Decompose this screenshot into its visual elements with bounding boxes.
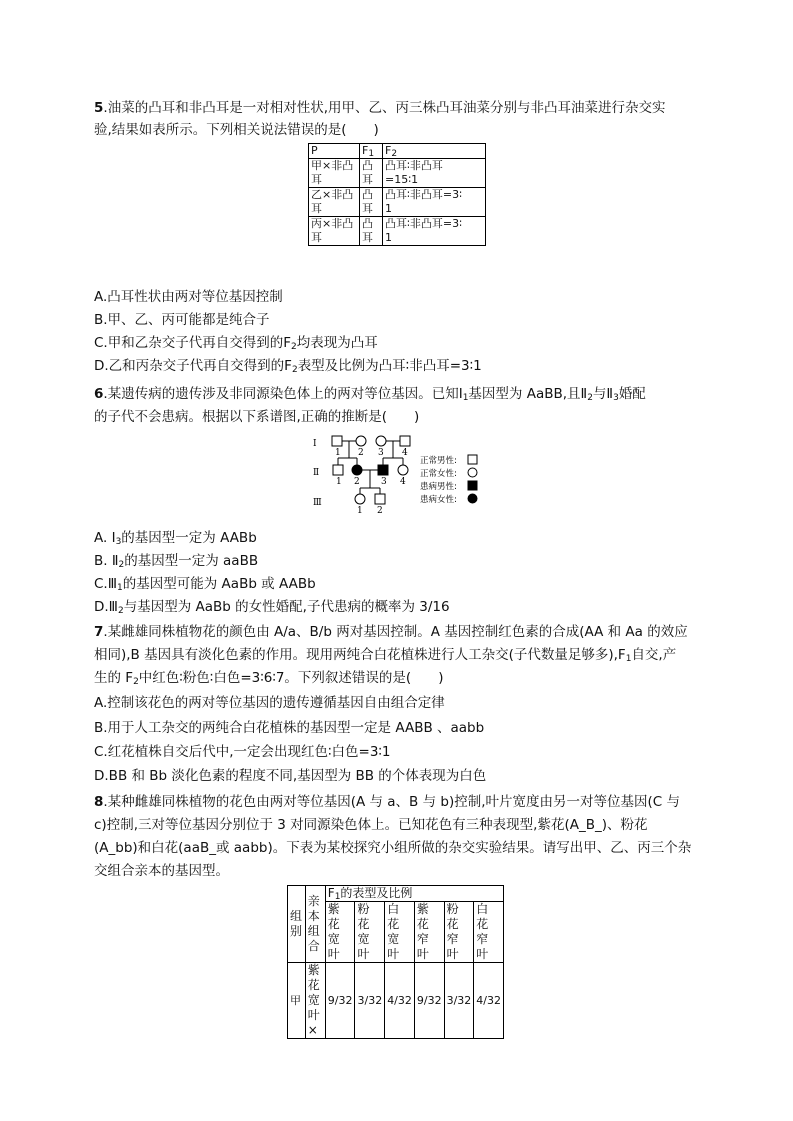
svg-text:正常女性:: 正常女性: [420,469,457,479]
ped-I3-female [376,436,386,446]
q8-number: 8 [94,794,104,810]
pedigree-legend [420,455,477,505]
svg-text:1: 1 [336,477,342,487]
q7-option-d: D.BB 和 Bb 淡化色素的程度不同,基因型为 BB 的个体表现为白色 [94,768,487,784]
svg-text:3: 3 [381,477,387,487]
q7-stem-line2: 相同),B 基因具有淡化色素的作用。现用两纯合白花植株进行人工杂交(子代数量足够多)$,F_1$自交,产 [94,647,677,664]
ped-III1-female [355,494,365,504]
table-row: 丙×非凸 耳 凸 耳 凸耳∶非凸耳=3∶ 1 [309,217,486,246]
svg-text:4: 4 [402,448,408,458]
svg-text:3: 3 [378,448,384,458]
q8-stem-line2: c)控制,三对等位基因分别位于 3 对同源染色体上。已知花色有三种表现型,紫花(A_B_)、粉花 [94,817,648,833]
ped-III2-male [375,494,385,504]
header-f1-phenotypes: $F_1$的表型及比例 [325,886,503,902]
header-f1: $F_1$ [360,144,383,159]
svg-text:1: 1 [335,448,341,458]
q8-stem-line4: 交组合亲本的基因型。 [94,863,229,879]
svg-text:患病女性:: 患病女性: [420,495,457,505]
q6-stem-line1: 6.某遗传病的遗传涉及非同源染色体上的两对等位基因。已知$Ⅰ_1$基因型为 AaBB,且$Ⅱ_2$与$Ⅱ_3$婚配 [94,386,646,403]
table-row: 甲×非凸 耳 凸 耳 凸耳∶非凸耳 =15∶1 [309,159,486,188]
q5-number: 5 [94,100,104,116]
table-header-row: 紫 花 宽 叶 粉 花 宽 叶 白 花 宽 叶 紫 花 窄 叶 粉 花 窄 叶 白 花 窄 叶 [288,902,504,963]
q6-option-d: $D.Ⅲ_2$与基因型为 AaBb 的女性婚配,子代患病的概率为 3/16 [94,599,450,616]
ped-I2-female [356,436,366,446]
ped-I4-male [400,436,410,446]
svg-text:1: 1 [357,506,363,516]
gen-label-1: Ⅰ [313,439,317,449]
q7-stem-line3: 生的 $F_2$中红色∶粉色∶白色=3∶6∶7。下列叙述错误的是( ) [94,670,444,687]
svg-text:患病男性:: 患病男性: [420,482,457,492]
pedigree-chart [310,432,490,522]
header-f2: $F_2$ [383,144,486,159]
ped-I1-male [332,436,342,446]
q7-stem-line1: 7.某雌雄同株植物花的颜色由 A/a、B/b 两对基因控制。A 基因控制红色素的合成(AA 和 Aa 的效应 [94,624,688,640]
header-group: 组 别 [288,886,306,963]
svg-text:2: 2 [354,477,360,487]
table-row: 乙×非凸 耳 凸 耳 凸耳∶非凸耳=3∶ 1 [309,188,486,217]
q8-stem-line1: 8.某种雌雄同株植物的花色由两对等位基因(A 与 a、B 与 b)控制,叶片宽度由另一对等位基因(C 与 [94,794,681,810]
ped-II2-affected-female [352,465,362,475]
q6-option-a: A. $Ⅰ_3$的基因型一定为 AABb [94,530,257,547]
header-p: P [309,144,360,159]
q5-option-c: C.甲和乙杂交子代再自交得到的$F_2$均表现为凸耳 [94,335,378,352]
svg-text:2: 2 [377,506,383,516]
ped-II1-male [333,465,343,475]
q5-option-b: B.甲、乙、丙可能都是纯合子 [94,312,270,328]
q7-option-b: B.用于人工杂交的两纯合白花植株的基因型一定是 AABB 、aabb [94,720,485,736]
svg-text:2: 2 [358,448,364,458]
q5-stem-line1: 5.油菜的凸耳和非凸耳是一对相对性状,用甲、乙、丙三株凸耳油菜分别与非凸耳油菜进行杂交实 [94,100,666,116]
q8-stem-line3: (A_bb)和白花(aaB_或 aabb)。下表为某校探究小组所做的杂交实验结果。请写出甲、乙、丙三个杂 [94,840,692,856]
svg-text:正常男性:: 正常男性: [420,456,457,466]
table-header-row [288,886,504,902]
q6-option-c: $C.Ⅲ_1$的基因型可能为 AaBb 或 AABb [94,576,316,593]
q7-option-c: C.红花植株自交后代中,一定会出现红色∶白色=3∶1 [94,744,391,760]
q7-option-a: A.控制该花色的两对等位基因的遗传遵循基因自由组合定律 [94,695,445,711]
header-parents: 亲本组 合 [305,886,325,963]
q6-number: 6 [94,386,104,402]
q5-option-d: D.乙和丙杂交子代再自交得到的$F_2$表型及比例为凸耳∶非凸耳=3∶1 [94,358,482,375]
ped-II3-affected-male [378,465,388,475]
gen-label-3: Ⅲ [313,498,322,508]
q6-option-b: B. $Ⅱ_2$的基因型一定为 aaBB [94,553,259,570]
table-header-row [309,144,486,159]
q5-stem-line2: 验,结果如表所示。下列相关说法错误的是( ) [94,122,379,138]
q6-stem-line2: 的子代不会患病。根据以下系谱图,正确的推断是( ) [94,409,420,425]
gen-label-2: Ⅱ [313,468,320,478]
q8-table [287,885,504,1039]
ped-II4-female [398,465,408,475]
q7-number: 7 [94,624,104,640]
q5-table [308,143,486,246]
table-row: 甲 紫花宽 叶× 9/32 3/32 4/32 9/32 3/32 4/32 [288,963,504,1039]
q5-option-a: A.凸耳性状由两对等位基因控制 [94,289,283,305]
svg-text:4: 4 [400,477,406,487]
